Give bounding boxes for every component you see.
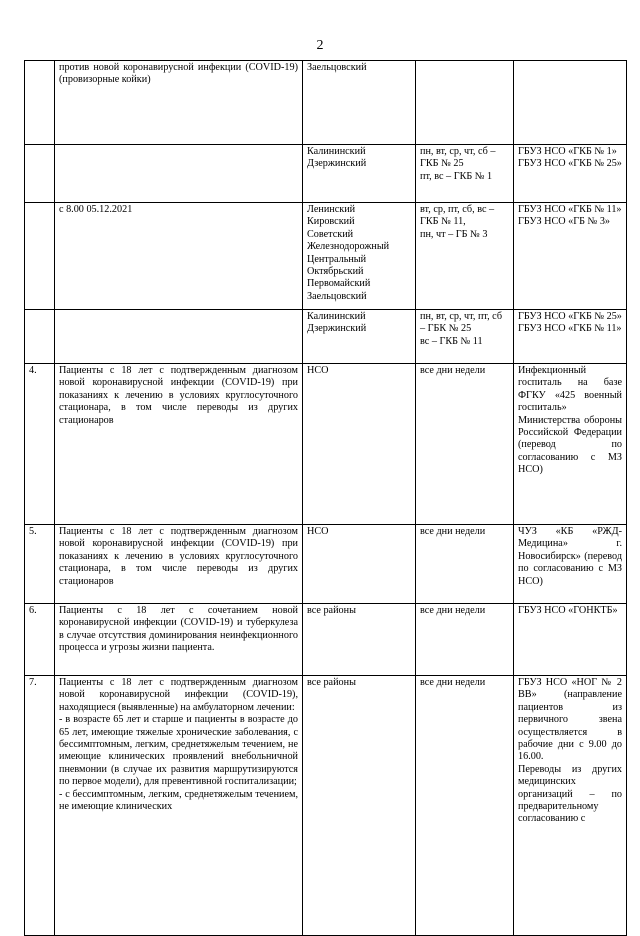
district-text: Центральный xyxy=(307,253,367,265)
district-text: Дзержинский xyxy=(307,323,367,335)
table-row xyxy=(25,203,627,310)
district-text: Заельцовский xyxy=(307,290,367,302)
hospital-cell xyxy=(514,676,627,936)
district-text: Советский xyxy=(307,228,354,240)
hospital-text: ГБУЗ НСО «ГОНКТБ» xyxy=(518,605,618,616)
row-number-cell: 7. xyxy=(25,676,55,936)
patient-category-cell xyxy=(55,676,303,936)
hospital-cell xyxy=(514,61,627,145)
district-text: Калининский xyxy=(307,311,366,322)
patient-category-text: Пациенты с 18 лет с подтвержденным диагнозом новой коронавирусной инфекции (COVID-19) при показаниях к лечению в условиях круглосуточного стационара, в том числе переводы из других стационаров xyxy=(59,365,298,426)
days-of-week-cell xyxy=(416,525,514,604)
table-row xyxy=(25,604,627,676)
hospital-text: ГБУЗ НСО «ГКБ № 11» xyxy=(518,204,622,215)
days-of-week-cell xyxy=(416,364,514,525)
patient-category-text: Пациенты с 18 лет с сочетанием новой коронавирусной инфекции (COVID-19) и туберкулеза в случае отсутствия доминирования неинфекционного процесса и угрозы жизни пациента. xyxy=(59,605,298,654)
hospital-cell xyxy=(514,525,627,604)
patient-category-cell xyxy=(55,61,303,145)
table-row xyxy=(25,364,627,525)
table-row xyxy=(25,676,627,936)
days-of-week-text: пн, чт – ГБ № 3 xyxy=(420,228,488,240)
hospital-text: Переводы из других медицинских организаций – по предварительному согласованию с xyxy=(518,763,622,825)
days-of-week-cell xyxy=(416,145,514,203)
hospital-cell xyxy=(514,203,627,310)
days-of-week-cell xyxy=(416,676,514,936)
district-cell xyxy=(303,364,416,525)
hospital-text: Инфекционный госпиталь на базе ФГКУ «425 военный госпиталь» Министерства обороны Российской Федерации (перевод по согласованию с МЗ НСО) xyxy=(518,365,622,476)
hospital-text: ГБУЗ НСО «ГКБ № 11» xyxy=(518,323,622,335)
days-of-week-cell xyxy=(416,604,514,676)
district-text: НСО xyxy=(307,365,329,376)
district-cell xyxy=(303,310,416,364)
patient-category-cell xyxy=(55,525,303,604)
days-of-week-text: вс – ГКБ № 11 xyxy=(420,335,483,347)
district-text: Октябрьский xyxy=(307,266,364,278)
district-cell xyxy=(303,61,416,145)
table-row xyxy=(25,310,627,364)
district-text: НСО xyxy=(307,526,329,537)
district-text: Ленинский xyxy=(307,204,356,215)
row-number-cell xyxy=(25,61,55,145)
district-text: Дзержинский xyxy=(307,158,367,170)
row-number-cell xyxy=(25,203,55,310)
district-text: Калининский xyxy=(307,146,366,157)
patient-category-text: - с бессимптомным, легким, среднетяжелым течением, не имеющие клинических xyxy=(59,788,298,813)
district-text: Кировский xyxy=(307,216,355,228)
patient-category-cell xyxy=(55,310,303,364)
table-row xyxy=(25,145,627,203)
days-of-week-text: пн, вт, ср, чт, сб – ГКБ № 25 xyxy=(420,146,496,170)
days-of-week-text: пн, вт, ср, чт, пт, сб – ГБК № 25 xyxy=(420,311,503,335)
days-of-week-cell xyxy=(416,61,514,145)
routing-table xyxy=(24,60,627,936)
hospital-cell xyxy=(514,145,627,203)
district-cell xyxy=(303,676,416,936)
page-number: 2 xyxy=(316,38,324,53)
table-row xyxy=(25,61,627,145)
patient-category-cell xyxy=(55,364,303,525)
hospital-cell xyxy=(514,604,627,676)
row-number-cell: 5. xyxy=(25,525,55,604)
row-number-cell xyxy=(25,145,55,203)
patient-category-text: против новой коронавирусной инфекции (COVID-19) (провизорные койки) xyxy=(59,62,298,86)
days-of-week-text: вт, ср, пт, сб, вс – ГКБ № 11, xyxy=(420,204,495,228)
days-of-week-cell xyxy=(416,203,514,310)
hospital-text: ГБУЗ НСО «ГКБ № 25» xyxy=(518,311,622,322)
table-row xyxy=(25,525,627,604)
days-of-week-text: все дни недели xyxy=(420,526,486,537)
district-text: Первомайский xyxy=(307,278,371,290)
hospital-text: ГБУЗ НСО «ГКБ № 25» xyxy=(518,158,622,170)
patient-category-cell xyxy=(55,604,303,676)
row-number-cell: 6. xyxy=(25,604,55,676)
hospital-cell xyxy=(514,310,627,364)
days-of-week-cell xyxy=(416,310,514,364)
days-of-week-text: все дни недели xyxy=(420,677,486,688)
district-text: Заельцовский xyxy=(307,62,367,73)
patient-category-cell xyxy=(55,203,303,310)
district-cell xyxy=(303,525,416,604)
district-text: все районы xyxy=(307,677,356,688)
district-cell xyxy=(303,604,416,676)
row-number-cell: 4. xyxy=(25,364,55,525)
district-cell xyxy=(303,203,416,310)
hospital-cell xyxy=(514,364,627,525)
district-text: все районы xyxy=(307,605,356,616)
district-text: Железнодорожный xyxy=(307,241,390,253)
patient-category-cell xyxy=(55,145,303,203)
hospital-text: ЧУЗ «КБ «РЖД-Медицина» г. Новосибирск» (перевод по согласованию с МЗ НСО) xyxy=(518,526,622,587)
hospital-text: ГБУЗ НСО «НОГ № 2 ВВ» (направление пациентов из первичного звена осуществляется в рабочие дни с 9.00 до 16.00. xyxy=(518,677,622,763)
patient-category-text: - в возрасте 65 лет и старше и пациенты в возрасте до 65 лет, имеющие тяжелые хронические заболевания, с бессимптомным, легким, среднетяжелым течением, не имеющие клинических проявлений внебольничной пневмонии (в случае их развития маршрутизируются по первое модели), для превентивной госпитализации; xyxy=(59,714,298,788)
row-number-cell xyxy=(25,310,55,364)
hospital-text: ГБУЗ НСО «ГКБ № 1» xyxy=(518,146,617,157)
days-of-week-text: все дни недели xyxy=(420,605,486,616)
district-cell xyxy=(303,145,416,203)
patient-category-text: Пациенты с 18 лет с подтвержденным диагнозом новой коронавирусной инфекции (COVID-19) при показаниях к лечению в условиях круглосуточного стационара, в том числе переводы из других стационаров xyxy=(59,526,298,587)
patient-category-text: Пациенты с 18 лет с подтвержденным диагнозом новой коронавирусной инфекции (COVID-19), находящиеся (выявленные) на амбулаторном лечении: xyxy=(59,677,298,713)
days-of-week-text: все дни недели xyxy=(420,365,486,376)
days-of-week-text: пт, вс – ГКБ № 1 xyxy=(420,170,493,182)
patient-category-text: с 8.00 05.12.2021 xyxy=(59,204,133,215)
hospital-text: ГБУЗ НСО «ГБ № 3» xyxy=(518,216,611,228)
